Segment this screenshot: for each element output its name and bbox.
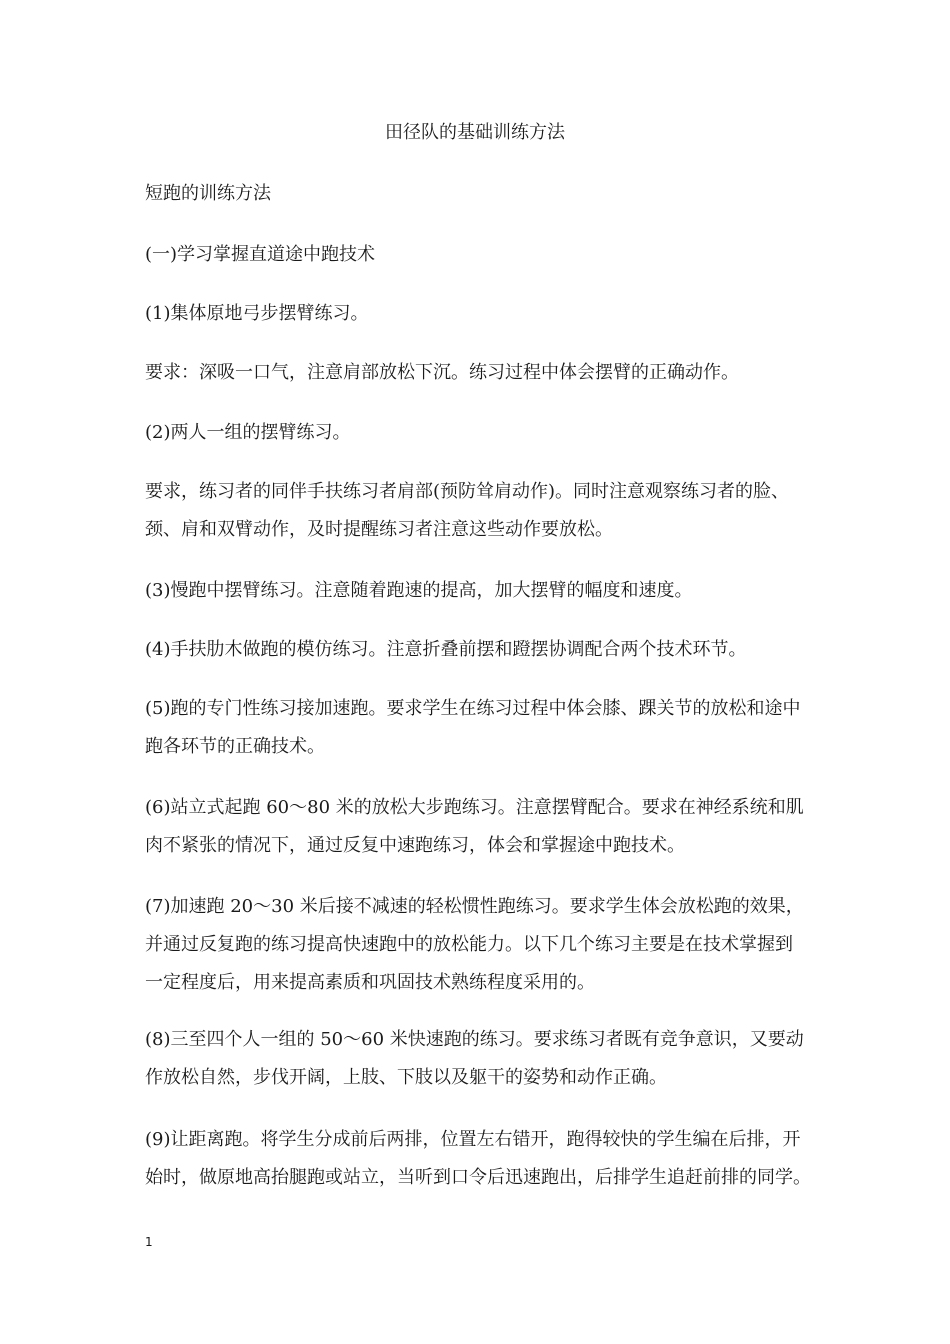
paragraph-line: (4)手扶肋木做跑的模仿练习。注意折叠前摆和蹬摆协调配合两个技术环节。 xyxy=(145,639,747,660)
paragraph-line: 颈、肩和双臂动作，及时提醒练习者注意这些动作要放松。 xyxy=(145,519,613,540)
paragraph xyxy=(145,690,815,766)
paragraph xyxy=(145,1021,815,1097)
paragraph-line: 要求：深吸一口气，注意肩部放松下沉。练习过程中体会摆臂的正确动作。 xyxy=(145,362,739,383)
paragraph xyxy=(145,631,815,669)
paragraph-line: 肉不紧张的情况下，通过反复中速跑练习，体会和掌握途中跑技术。 xyxy=(145,835,685,856)
paragraph xyxy=(145,175,815,213)
paragraph-line: 并通过反复跑的练习提高快速跑中的放松能力。以下几个练习主要是在技术掌握到 xyxy=(145,934,793,955)
paragraph-line: 跑各环节的正确技术。 xyxy=(145,736,325,757)
paragraph xyxy=(145,572,815,610)
paragraph xyxy=(145,473,815,549)
paragraph-line: 作放松自然，步伐开阔，上肢、下肢以及躯干的姿势和动作正确。 xyxy=(145,1067,667,1088)
paragraph-line: 始时，做原地高抬腿跑或站立，当听到口令后迅速跑出，后排学生追赶前排的同学。 xyxy=(145,1167,811,1188)
paragraph xyxy=(145,236,815,274)
paragraph-line: 一定程度后，用来提高素质和巩固技术熟练程度采用的。 xyxy=(145,972,595,993)
paragraph-line: (6)站立式起跑 60～80 米的放松大步跑练习。注意摆臂配合。要求在神经系统和肌 xyxy=(145,797,804,818)
paragraph-line: (1)集体原地弓步摆臂练习。 xyxy=(145,303,369,324)
paragraph xyxy=(145,354,815,392)
paragraph xyxy=(145,1121,815,1197)
paragraph xyxy=(145,789,815,865)
paragraph xyxy=(145,414,815,452)
paragraph-line: (一)学习掌握直道途中跑技术 xyxy=(145,244,376,265)
paragraph-line: (5)跑的专门性练习接加速跑。要求学生在练习过程中体会膝、踝关节的放松和途中 xyxy=(145,698,801,719)
document-title: 田径队的基础训练方法 xyxy=(385,122,565,143)
paragraph-line: (3)慢跑中摆臂练习。注意随着跑速的提高，加大摆臂的幅度和速度。 xyxy=(145,580,693,601)
paragraph-line: 短跑的训练方法 xyxy=(145,183,271,204)
paragraph xyxy=(145,295,815,333)
paragraph-line: 要求，练习者的同伴手扶练习者肩部(预防耸肩动作)。同时注意观察练习者的脸、 xyxy=(145,481,790,502)
paragraph-line: (9)让距离跑。将学生分成前后两排，位置左右错开，跑得较快的学生编在后排，开 xyxy=(145,1129,801,1150)
paragraph xyxy=(145,888,815,1002)
paragraph-line: (8)三至四个人一组的 50～60 米快速跑的练习。要求练习者既有竞争意识，又要动 xyxy=(145,1029,804,1050)
paragraph-line: (7)加速跑 20～30 米后接不减速的轻松惯性跑练习。要求学生体会放松跑的效果， xyxy=(145,896,804,917)
paragraph-line: (2)两人一组的摆臂练习。 xyxy=(145,422,351,443)
page-number: 1 xyxy=(145,1235,153,1249)
